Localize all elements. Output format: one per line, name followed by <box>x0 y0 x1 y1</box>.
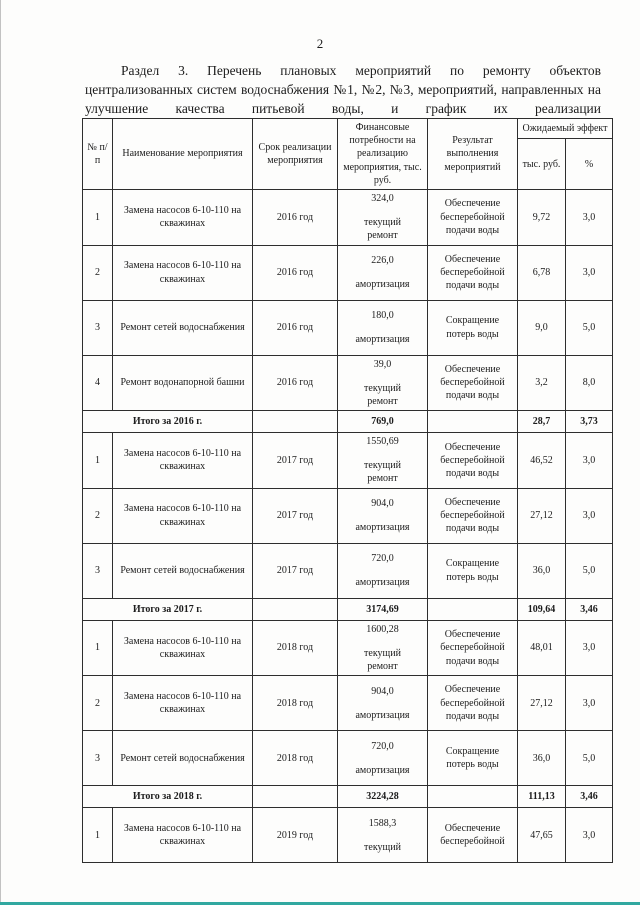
finance-note: амортизация <box>355 334 410 345</box>
finance-amount: 904,0 <box>371 685 394 697</box>
effect-rub-cell: 28,7 <box>518 411 566 433</box>
total-label: Итого за 2017 г. <box>83 598 253 620</box>
finance-amount: 324,0 <box>371 192 394 204</box>
finance-amount: 904,0 <box>371 497 394 509</box>
finance-cell <box>338 189 428 245</box>
result-cell: Обеспечение бесперебойной подачи воды <box>428 433 518 489</box>
effect-pct-cell: 5,0 <box>566 543 613 598</box>
term-cell: 2016 год <box>253 189 338 245</box>
result-cell <box>428 411 518 433</box>
header-effect-rub: тыс. руб. <box>518 139 566 190</box>
table-row <box>83 245 613 300</box>
term-cell: 2016 год <box>253 300 338 355</box>
row-number-cell: 3 <box>83 543 113 598</box>
effect-pct-cell: 5,0 <box>566 731 613 786</box>
effect-pct-cell: 3,0 <box>566 808 613 863</box>
effect-rub-cell: 36,0 <box>518 731 566 786</box>
finance-cell <box>338 300 428 355</box>
finance-total-cell: 3174,69 <box>338 598 428 620</box>
table-wrap <box>82 118 613 863</box>
result-cell <box>428 598 518 620</box>
effect-rub-cell: 36,0 <box>518 543 566 598</box>
header-num: № п/п <box>83 119 113 190</box>
effect-rub-cell: 27,12 <box>518 676 566 731</box>
row-number-cell: 1 <box>83 808 113 863</box>
header-term: Срок реализации мероприятия <box>253 119 338 190</box>
effect-rub-cell: 109,64 <box>518 598 566 620</box>
term-cell: 2016 год <box>253 355 338 411</box>
finance-note: амортизация <box>355 279 410 290</box>
result-cell: Обеспечение бесперебойной подачи воды <box>428 488 518 543</box>
result-cell: Сокращение потерь воды <box>428 731 518 786</box>
term-cell: 2017 год <box>253 543 338 598</box>
finance-cell <box>338 620 428 676</box>
finance-note: амортизация <box>355 522 410 534</box>
scan-edge-artifact <box>0 0 1 905</box>
finance-amount: 226,0 <box>371 254 394 266</box>
finance-cell <box>338 355 428 411</box>
finance-amount: 1588,3 <box>368 817 397 829</box>
measure-name-cell: Ремонт сетей водоснабжения <box>113 543 253 598</box>
finance-amount: 1550,69 <box>366 436 399 448</box>
term-cell <box>253 411 338 433</box>
finance-total-cell: 3224,28 <box>338 786 428 808</box>
measure-name-cell: Замена насосов 6-10-110 на скважинах <box>113 433 253 489</box>
effect-rub-cell: 9,72 <box>518 189 566 245</box>
total-label: Итого за 2016 г. <box>83 411 253 433</box>
table-total-row <box>83 411 613 433</box>
effect-pct-cell: 3,46 <box>566 786 613 808</box>
header-effect-pct: % <box>566 139 613 190</box>
result-cell: Обеспечение бесперебойной подачи воды <box>428 245 518 300</box>
effect-pct-cell: 3,73 <box>566 411 613 433</box>
effect-pct-cell: 3,0 <box>566 433 613 489</box>
table-body <box>83 189 613 862</box>
row-number-cell: 2 <box>83 245 113 300</box>
table-row <box>83 355 613 411</box>
table-row <box>83 731 613 786</box>
row-number-cell: 2 <box>83 676 113 731</box>
finance-note: текущий ремонт <box>364 647 401 672</box>
effect-rub-cell: 3,2 <box>518 355 566 411</box>
term-cell <box>253 598 338 620</box>
effect-pct-cell: 3,0 <box>566 620 613 676</box>
finance-note: текущий <box>364 841 401 853</box>
effect-pct-cell: 8,0 <box>566 355 613 411</box>
result-cell: Сокращение потерь воды <box>428 300 518 355</box>
measure-name-cell: Замена насосов 6-10-110 на скважинах <box>113 808 253 863</box>
result-cell <box>428 786 518 808</box>
result-cell: Сокращение потерь воды <box>428 543 518 598</box>
table-row <box>83 488 613 543</box>
term-cell: 2016 год <box>253 245 338 300</box>
table-total-row <box>83 786 613 808</box>
total-label: Итого за 2018 г. <box>83 786 253 808</box>
measure-name-cell: Замена насосов 6-10-110 на скважинах <box>113 620 253 676</box>
row-number-cell: 3 <box>83 300 113 355</box>
effect-rub-cell: 6,78 <box>518 245 566 300</box>
row-number-cell: 2 <box>83 488 113 543</box>
effect-pct-cell: 5,0 <box>566 300 613 355</box>
table-row <box>83 433 613 489</box>
effect-pct-cell: 3,0 <box>566 488 613 543</box>
finance-cell <box>338 676 428 731</box>
measure-name-cell: Замена насосов 6-10-110 на скважинах <box>113 488 253 543</box>
result-cell: Обеспечение бесперебойной подачи воды <box>428 355 518 411</box>
finance-total-cell: 769,0 <box>338 411 428 433</box>
result-cell: Обеспечение бесперебойной <box>428 808 518 863</box>
term-cell: 2019 год <box>253 808 338 863</box>
finance-note: амортизация <box>355 764 410 776</box>
result-cell: Обеспечение бесперебойной подачи воды <box>428 189 518 245</box>
header-result: Результат выполнения мероприятий <box>428 119 518 190</box>
measure-name-cell: Ремонт водонапорной башни <box>113 355 253 411</box>
finance-amount: 720,0 <box>371 552 394 564</box>
measure-name-cell: Замена насосов 6-10-110 на скважинах <box>113 189 253 245</box>
measure-name-cell: Ремонт сетей водоснабжения <box>113 731 253 786</box>
effect-rub-cell: 48,01 <box>518 620 566 676</box>
term-cell: 2018 год <box>253 620 338 676</box>
page-number: 2 <box>316 36 324 51</box>
finance-amount: 180,0 <box>371 309 394 321</box>
header-name: Наименование мероприятия <box>113 119 253 190</box>
finance-amount: 39,0 <box>373 358 392 370</box>
term-cell: 2017 год <box>253 433 338 489</box>
header-row-1 <box>83 119 613 139</box>
row-number-cell: 3 <box>83 731 113 786</box>
effect-rub-cell: 111,13 <box>518 786 566 808</box>
finance-note: текущий ремонт <box>364 460 401 485</box>
effect-rub-cell: 46,52 <box>518 433 566 489</box>
measure-name-cell: Ремонт сетей водоснабжения <box>113 300 253 355</box>
effect-pct-cell: 3,0 <box>566 245 613 300</box>
result-cell: Обеспечение бесперебойной подачи воды <box>428 620 518 676</box>
table-row <box>83 189 613 245</box>
finance-note: амортизация <box>355 709 410 721</box>
finance-cell <box>338 433 428 489</box>
table-row <box>83 300 613 355</box>
effect-rub-cell: 9,0 <box>518 300 566 355</box>
measure-name-cell: Замена насосов 6-10-110 на скважинах <box>113 676 253 731</box>
finance-cell <box>338 245 428 300</box>
finance-cell <box>338 488 428 543</box>
table-row <box>83 808 613 863</box>
result-cell: Обеспечение бесперебойной подачи воды <box>428 676 518 731</box>
measures-table <box>82 118 613 863</box>
finance-amount: 1600,28 <box>366 623 399 635</box>
finance-note: амортизация <box>355 577 410 589</box>
row-number-cell: 4 <box>83 355 113 411</box>
header-finance: Финансовые потребности на реализацию мероприятия, тыс. руб. <box>338 119 428 190</box>
row-number-cell: 1 <box>83 189 113 245</box>
effect-pct-cell: 3,0 <box>566 189 613 245</box>
finance-amount: 720,0 <box>371 740 394 752</box>
finance-note: текущий ремонт <box>364 382 401 407</box>
row-number-cell: 1 <box>83 433 113 489</box>
effect-pct-cell: 3,46 <box>566 598 613 620</box>
finance-cell <box>338 808 428 863</box>
effect-rub-cell: 27,12 <box>518 488 566 543</box>
finance-cell <box>338 543 428 598</box>
table-row <box>83 543 613 598</box>
effect-pct-cell: 3,0 <box>566 676 613 731</box>
term-cell <box>253 786 338 808</box>
term-cell: 2018 год <box>253 731 338 786</box>
section-heading: Раздел 3. Перечень плановых мероприятий по ремонту объектов централизованных систем водоснабжения №1, №2, №3, мероприятий, направленных на улучшение качества питьевой воды, и график их реализации <box>85 63 601 117</box>
table-header <box>83 119 613 190</box>
measure-name-cell: Замена насосов 6-10-110 на скважинах <box>113 245 253 300</box>
table-row <box>83 620 613 676</box>
finance-note: текущий ремонт <box>364 217 401 242</box>
table-total-row <box>83 598 613 620</box>
term-cell: 2018 год <box>253 676 338 731</box>
row-number-cell: 1 <box>83 620 113 676</box>
header-effect: Ожидаемый эффект <box>518 119 613 139</box>
finance-cell <box>338 731 428 786</box>
term-cell: 2017 год <box>253 488 338 543</box>
table-row <box>83 676 613 731</box>
effect-rub-cell: 47,65 <box>518 808 566 863</box>
